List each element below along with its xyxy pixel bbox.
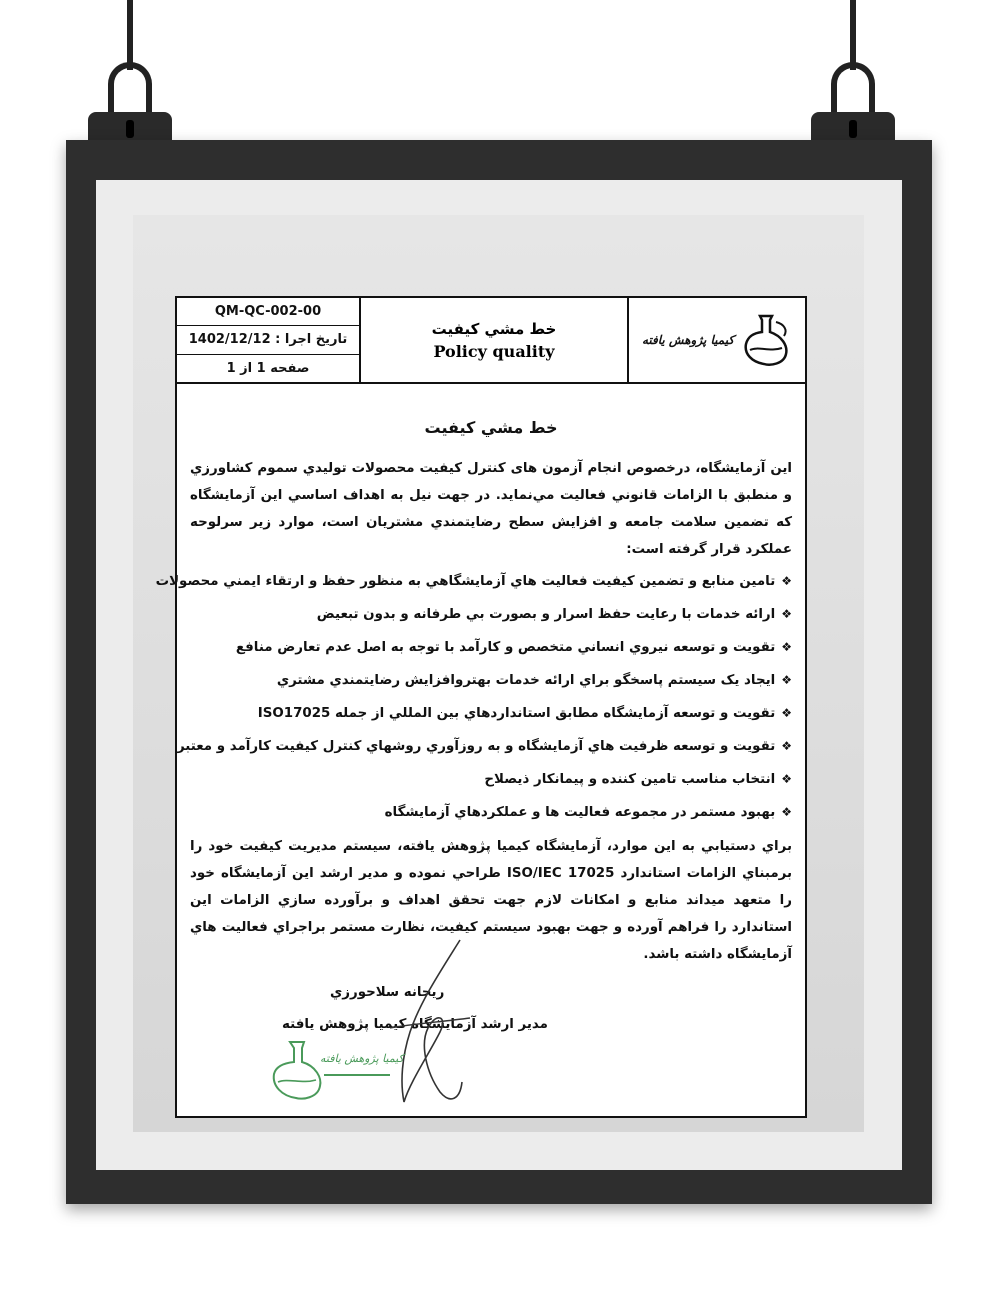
list-item: ❖ارائه خدمات با رعايت حفظ اسرار و بصورت بي طرفانه و بدون تبعيض xyxy=(316,607,792,622)
stamp-flask-icon xyxy=(268,1036,328,1106)
flask-logo-icon xyxy=(740,312,792,368)
closing-paragraph: براي دستيابي به اين موارد، آزمايشگاه كيميا پژوهش يافته، سيستم مديريت كيفيت خود را برمبناي الزامات استاندارد ISO/IEC 17025 طراحي نموده و مدير ارشد اين آزمايشگاه خود را متعهد ميداند منابع و امكانات لازم جهت تحقق اهداف و برآورده سازي الزامات اين استاندارد را فراهم آورده و جهت بهبود سيستم كيفيت، نظارت مستمر براجراي فعاليت هاي آزمايشگاه داشته باشد. xyxy=(190,839,792,962)
policy-list xyxy=(155,565,792,829)
page-number: صفحه 1 از 1 xyxy=(226,360,310,376)
bullet-diamond-icon: ❖ xyxy=(781,739,792,753)
intro-paragraph: اين آزمايشگاه، درخصوص انجام آزمون هاى كنترل كيفيت محصولات توليدي سموم كشاورزي و منطبق با الزامات قانوني فعاليت مي‌نمايد. در جهت نيل به اهداف اساسي اين آزمايشگاه كه تضمين سلامت جامعه و افزايش سطح رضايتمندي مشتريان است، موارد زير سرلوحه عملكرد قرار گرفته است: xyxy=(190,461,792,557)
document-header-table xyxy=(175,296,807,384)
header-info-column xyxy=(177,298,361,382)
list-item: ❖تقويت و توسعه ظرفيت هاي آزمايشگاه و به روزآوري روشهاي كنترل كيفيت كارآمد و معتبر xyxy=(176,739,792,754)
signer-name: ريحانه سلاحورزي xyxy=(330,985,445,1000)
header-title-column xyxy=(361,298,629,382)
header-title-en: Policy quality xyxy=(433,341,555,361)
list-item: ❖ايجاد يک سيستم پاسخگو براي ارائه خدمات بهتروافزايش رضايتمندي مشتري xyxy=(276,673,792,688)
body-title: خط مشي كيفيت xyxy=(424,418,558,437)
list-item: ❖تقويت و توسعه نيروي انساني متخصص و كارآمد با توجه به اصل عدم تعارض منافع xyxy=(235,640,792,655)
bullet-diamond-icon: ❖ xyxy=(781,640,792,654)
signer-role: مدير ارشد آزمايشگاه كيميا پژوهش يافته xyxy=(282,1017,548,1032)
bullet-diamond-icon: ❖ xyxy=(781,805,792,819)
execution-date: تاريخ اجرا : 1402/12/12 xyxy=(177,326,359,354)
bullet-diamond-icon: ❖ xyxy=(781,574,792,588)
list-item: ❖تقويت و توسعه آزمايشگاه مطابق استانداردهاي بين المللي از جمله ISO17025 xyxy=(257,706,792,721)
hanger-wire-right xyxy=(850,0,856,70)
company-stamp xyxy=(268,1030,404,1110)
bullet-diamond-icon: ❖ xyxy=(781,673,792,687)
stamp-text: كيميا پژوهش يافته xyxy=(320,1052,404,1065)
header-title-fa: خط مشي كيفيت xyxy=(431,319,557,338)
hanger-wire-left xyxy=(127,0,133,70)
bullet-diamond-icon: ❖ xyxy=(781,772,792,786)
logo-text: كيميا پژوهش يافته xyxy=(641,333,735,347)
stamp-underline xyxy=(324,1074,390,1076)
document-body xyxy=(155,418,792,968)
list-item: ❖بهبود مستمر در مجموعه فعاليت ها و عملكردهاي آزمايشگاه xyxy=(384,805,792,820)
list-item: ❖انتخاب مناسب تامين كننده و پيمانكار ذيصلاح xyxy=(484,772,792,787)
bullet-diamond-icon: ❖ xyxy=(781,607,792,621)
list-item: ❖تامين منابع و تضمين كيفيت فعاليت هاي آزمايشگاهي به منظور حفظ و ارتقاء ايمني محصولات xyxy=(155,574,792,589)
bullet-diamond-icon: ❖ xyxy=(781,706,792,720)
doc-code: QM-QC-002-00 xyxy=(177,298,359,326)
header-logo-column xyxy=(629,298,805,382)
company-logo xyxy=(642,312,792,368)
